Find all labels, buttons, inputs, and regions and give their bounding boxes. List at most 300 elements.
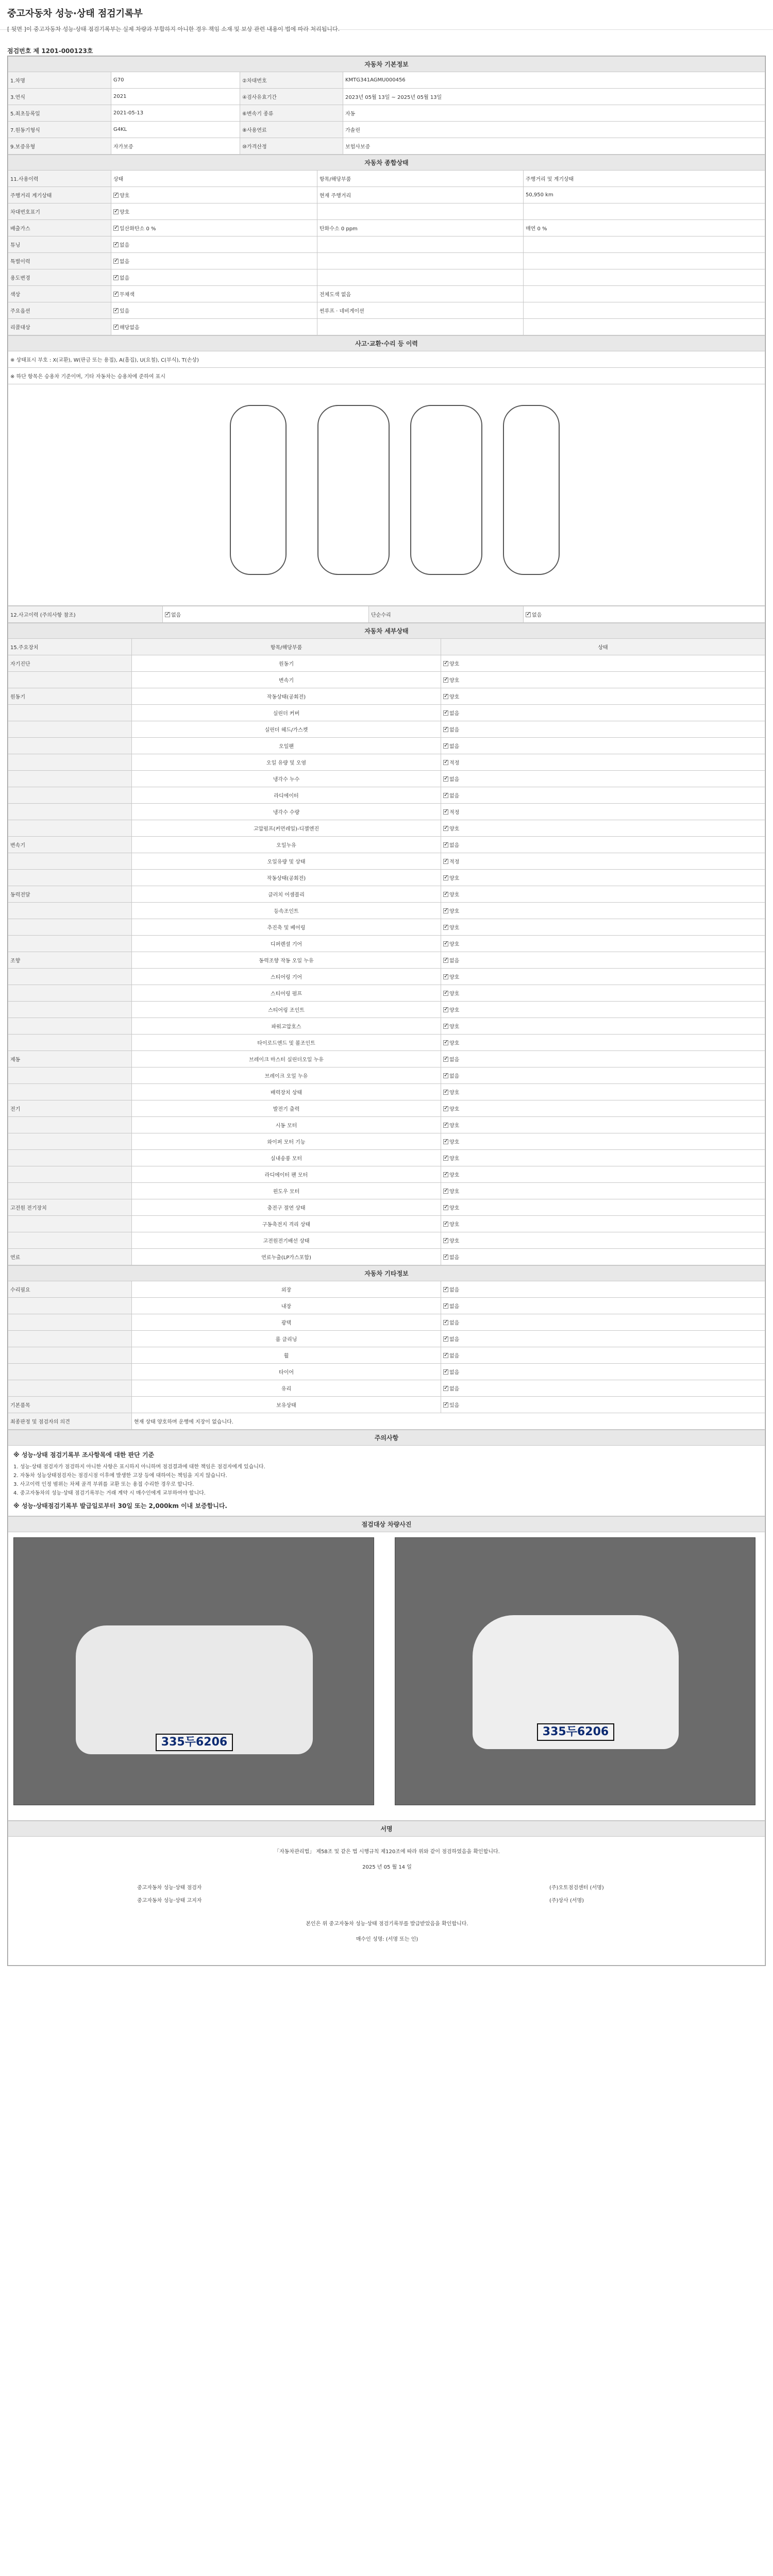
buyer-sign: 매수인 성명: (서명 또는 인) [356, 1937, 418, 1942]
car-right-side-diagram [503, 405, 560, 575]
device-group [8, 1166, 132, 1183]
general-row [8, 236, 765, 253]
device-status: ✓ 양호 [441, 1018, 765, 1035]
table-row [8, 1397, 765, 1413]
device-group [8, 672, 132, 688]
device-group [8, 853, 132, 870]
device-status: ✓ 양호 [441, 936, 765, 952]
car-top-diagram [317, 405, 390, 575]
extra-status: ✓ 있음 [441, 1397, 765, 1413]
device-status: ✓ 양호 [441, 1100, 765, 1117]
table-row [8, 952, 765, 969]
status-checkbox[interactable] [443, 1073, 448, 1078]
record-form [7, 56, 766, 1966]
device-item: 타이로드엔드 및 볼조인트 [132, 1035, 441, 1051]
device-item: 오일 유량 및 오염 [132, 754, 441, 771]
accident-flag-label: 12.사고이력 (주의사항 참조) [8, 606, 163, 623]
general-value [524, 253, 765, 269]
general-value: ✓ 없음 [111, 269, 317, 286]
status-checkbox[interactable] [443, 925, 448, 930]
status-checkbox[interactable] [443, 710, 448, 716]
device-status: ✓ 없음 [441, 952, 765, 969]
car-left-side-diagram [230, 405, 287, 575]
general-value: ✓ 무채색 [111, 286, 317, 302]
general-row [8, 187, 765, 204]
status-checkbox[interactable] [443, 1238, 448, 1243]
device-group [8, 969, 132, 985]
device-item: 실린더 커버 [132, 705, 441, 721]
table-row [8, 903, 765, 919]
status-checkbox[interactable] [443, 875, 448, 880]
device-item: 실내송풍 모터 [132, 1150, 441, 1166]
status-checkbox[interactable] [443, 1024, 448, 1029]
general-value: 상태 [111, 171, 317, 187]
table-row [8, 853, 765, 870]
extra-item: 룸 클리닝 [132, 1331, 441, 1347]
status-checkbox[interactable] [443, 991, 448, 996]
extra-status: ✓ 없음 [441, 1298, 765, 1314]
accident-flag-value: 없음 [171, 613, 181, 618]
table-row [8, 1216, 765, 1232]
table-row [8, 870, 765, 886]
device-group [8, 1117, 132, 1133]
general-label: 특별이력 [8, 253, 111, 269]
general-value [524, 269, 765, 286]
basic-label: 9.보증유형 [8, 138, 111, 155]
device-group [8, 936, 132, 952]
device-status: ✓ 양호 [441, 1117, 765, 1133]
basic-row [8, 89, 765, 105]
basic-value: 자동 [343, 105, 765, 122]
repair-label: 단순수리 [369, 606, 524, 623]
table-row [8, 672, 765, 688]
status-checkbox[interactable] [443, 1386, 448, 1391]
device-item: 냉각수 수량 [132, 804, 441, 820]
table-row [8, 705, 765, 721]
device-status: ✓ 양호 [441, 672, 765, 688]
device-item: 원동기 [132, 655, 441, 672]
status-checkbox[interactable] [113, 292, 119, 297]
notes-title: ※ 성능·상태 점검기록부 조사항목에 대한 판단 기준 [13, 1451, 155, 1459]
device-group: 동력전달 [8, 886, 132, 903]
extra-status: ✓ 없음 [441, 1331, 765, 1347]
table-row [8, 738, 765, 754]
general-value [524, 286, 765, 302]
seller-label: 중고자동차 성능·상태 고지자 [137, 1898, 202, 1904]
device-item: 디퍼렌셜 기어 [132, 936, 441, 952]
device-status: ✓ 양호 [441, 903, 765, 919]
status-checkbox[interactable] [443, 727, 448, 732]
device-status: ✓ 양호 [441, 886, 765, 903]
status-checkbox[interactable] [443, 1189, 448, 1194]
device-item: 실린더 헤드/가스켓 [132, 721, 441, 738]
general-row [8, 253, 765, 269]
device-group: 자기진단 [8, 655, 132, 672]
table-row [8, 1199, 765, 1216]
status-checkbox[interactable] [443, 661, 448, 666]
basic-value: 자가보증 [111, 138, 240, 155]
car-frame-diagram [410, 405, 482, 575]
extra-group [8, 1347, 132, 1364]
device-group [8, 1183, 132, 1199]
device-status: ✓ 양호 [441, 1216, 765, 1232]
device-status: ✓ 양호 [441, 1002, 765, 1018]
device-item: 고전원전기배선 상태 [132, 1232, 441, 1249]
extra-item: 보유상태 [132, 1397, 441, 1413]
device-item: 연료누출(LP가스포함) [132, 1249, 441, 1265]
basic-label: 7.원동기형식 [8, 122, 111, 138]
device-status: ✓ 없음 [441, 787, 765, 804]
status-checkbox[interactable] [443, 958, 448, 963]
device-item: 추진축 및 베어링 [132, 919, 441, 936]
device-status: ✓ 양호 [441, 985, 765, 1002]
front-photo [13, 1537, 374, 1805]
table-row [8, 1166, 765, 1183]
device-status: ✓ 없음 [441, 1051, 765, 1067]
device-item: 작동상태(공회전) [132, 688, 441, 705]
basic-value: G70 [111, 72, 240, 89]
status-checkbox[interactable] [443, 826, 448, 831]
device-item: 스티어링 기어 [132, 969, 441, 985]
status-checkbox[interactable] [443, 793, 448, 798]
basic-label: ②차대번호 [240, 72, 343, 89]
device-item: 윈도우 모터 [132, 1183, 441, 1199]
basic-label: 3.연식 [8, 89, 111, 105]
inspector-label: 중고자동차 성능·상태 점검자 [137, 1885, 202, 1891]
device-item: 라디에이터 [132, 787, 441, 804]
general-value [524, 204, 765, 220]
general-value: ✓ 양호 [111, 187, 317, 204]
detail-header-1: 15.주요장치 [8, 639, 132, 655]
status-checkbox[interactable] [443, 677, 448, 683]
device-item: 클러치 어셈블리 [132, 886, 441, 903]
detail-rows [8, 655, 765, 1265]
table-row [8, 1150, 765, 1166]
device-group [8, 754, 132, 771]
status-checkbox[interactable] [443, 1320, 448, 1325]
table-row [8, 919, 765, 936]
basic-row [8, 72, 765, 89]
device-item: 고압펌프(커먼레일)-디젤엔진 [132, 820, 441, 837]
device-group [8, 985, 132, 1002]
status-checkbox[interactable] [443, 1123, 448, 1128]
general-value [524, 236, 765, 253]
status-checkbox[interactable] [113, 259, 119, 264]
device-group [8, 804, 132, 820]
status-checkbox[interactable] [113, 325, 119, 330]
basic-row [8, 122, 765, 138]
extra-status: ✓ 없음 [441, 1281, 765, 1298]
general-value: 주행거리 및 계기상태 [524, 171, 765, 187]
general-row [8, 302, 765, 319]
general-value: ✓ 없음 [111, 236, 317, 253]
section-photos: 점검대상 차량사진 [8, 1517, 765, 1532]
table-row [8, 1331, 765, 1347]
basic-label: 5.최초등록일 [8, 105, 111, 122]
table-row [8, 754, 765, 771]
device-group [8, 1067, 132, 1084]
table-row [8, 1281, 765, 1298]
status-checkbox[interactable] [443, 694, 448, 699]
status-checkbox[interactable] [443, 1172, 448, 1177]
general-value [524, 319, 765, 335]
general-value [524, 302, 765, 319]
device-group [8, 919, 132, 936]
table-row [8, 771, 765, 787]
general-value: ✓ 해당없음 [111, 319, 317, 335]
status-checkbox[interactable] [443, 1353, 448, 1358]
general-value [317, 236, 524, 253]
table-row [8, 1347, 765, 1364]
device-group [8, 787, 132, 804]
table-row [8, 1084, 765, 1100]
status-checkbox[interactable] [443, 1369, 448, 1375]
table-row [8, 1133, 765, 1150]
status-checkbox[interactable] [443, 1402, 448, 1408]
basic-label: ⑥변속기 종류 [240, 105, 343, 122]
photos-table [8, 1516, 765, 1821]
general-label: 11.사용이력 [8, 171, 111, 187]
section-notes: 주의사항 [8, 1430, 765, 1446]
status-checkbox[interactable] [443, 776, 448, 782]
extra-status: ✓ 없음 [441, 1364, 765, 1380]
device-status: ✓ 없음 [441, 721, 765, 738]
extra-status: ✓ 없음 [441, 1380, 765, 1397]
extra-item: 타이어 [132, 1364, 441, 1380]
device-item: 와이퍼 모터 기능 [132, 1133, 441, 1150]
device-status: ✓ 양호 [441, 969, 765, 985]
general-row [8, 319, 765, 335]
status-checkbox[interactable] [443, 941, 448, 946]
device-item: 변속기 [132, 672, 441, 688]
form-number: 점검번호 제 1201-000123호 [7, 47, 93, 55]
table-row [8, 1018, 765, 1035]
general-row [8, 269, 765, 286]
general-value: ✓ 없음 [111, 253, 317, 269]
front-plate: 335두6206 [156, 1734, 233, 1751]
device-status: ✓ 없음 [441, 771, 765, 787]
extra-item: 유리 [132, 1380, 441, 1397]
extra-status: ✓ 없음 [441, 1347, 765, 1364]
status-checkbox[interactable] [113, 242, 119, 247]
status-checkbox[interactable] [443, 1336, 448, 1342]
detail-table [8, 623, 765, 1265]
accident-note: ※ 하단 항목은 승용차 기준이며, 기타 자동차는 승용차에 준하여 표시 [8, 368, 765, 384]
device-item: 발전기 출력 [132, 1100, 441, 1117]
accident-table [8, 335, 765, 606]
device-item: 작동상태(공회전) [132, 870, 441, 886]
device-item: 스티어링 펌프 [132, 985, 441, 1002]
general-row [8, 220, 765, 236]
device-item: 라디에이터 팬 모터 [132, 1166, 441, 1183]
car-diagram [8, 384, 765, 606]
basic-info-table [8, 56, 765, 155]
device-item: 배력장치 상태 [132, 1084, 441, 1100]
device-group [8, 1133, 132, 1150]
device-status: ✓ 양호 [441, 870, 765, 886]
rear-photo [395, 1537, 755, 1805]
device-group [8, 1232, 132, 1249]
device-group [8, 1018, 132, 1035]
special-label: 최종판정 및 점검자의 의견 [8, 1413, 132, 1430]
device-group [8, 1002, 132, 1018]
device-group [8, 1084, 132, 1100]
detail-header-2: 항목/해당부품 [132, 639, 441, 655]
extra-item: 휠 [132, 1347, 441, 1364]
status-checkbox[interactable] [443, 1057, 448, 1062]
status-checkbox[interactable] [443, 859, 448, 864]
basic-label: ④검사유효기간 [240, 89, 343, 105]
status-checkbox[interactable] [443, 1287, 448, 1292]
basic-value: KMTG341AGMU000456 [343, 72, 765, 89]
device-status: ✓ 양호 [441, 1166, 765, 1183]
accident-flag-table [8, 606, 765, 623]
table-row [8, 804, 765, 820]
basic-value: 2021 [111, 89, 240, 105]
general-value: 항목/해당부품 [317, 171, 524, 187]
general-value [317, 319, 524, 335]
seller-sig: (주)상사 (서명) [549, 1898, 584, 1904]
status-checkbox[interactable] [443, 842, 448, 848]
extra-group [8, 1331, 132, 1347]
device-status: ✓ 양호 [441, 1035, 765, 1051]
table-row [8, 985, 765, 1002]
extra-item: 광택 [132, 1314, 441, 1331]
general-value: 50,950 km [524, 187, 765, 204]
device-status: ✓ 없음 [441, 1067, 765, 1084]
table-row [8, 1232, 765, 1249]
table-row [8, 1380, 765, 1397]
section-sign: 서명 [8, 1821, 765, 1837]
general-label: 용도변경 [8, 269, 111, 286]
section-accident: 사고·교환·수리 등 이력 [8, 336, 765, 351]
device-group: 고전원 전기장치 [8, 1199, 132, 1216]
table-row [8, 1100, 765, 1117]
status-checkbox[interactable] [443, 809, 448, 815]
status-checkbox[interactable] [443, 1156, 448, 1161]
table-row [8, 1002, 765, 1018]
notes-bold: ※ 성능·상태점검기록부 발급일로부터 30일 또는 2,000km 이내 보증합니다. [13, 1502, 227, 1510]
general-row [8, 204, 765, 220]
status-checkbox[interactable] [443, 760, 448, 765]
general-value: ✓ 있음 [111, 302, 317, 319]
status-checkbox[interactable] [113, 193, 119, 198]
status-checkbox[interactable] [443, 1090, 448, 1095]
page-title: 중고자동차 성능·상태 점검기록부 [7, 8, 143, 19]
detail-header-3: 상태 [441, 639, 765, 655]
general-value: ✓ 일산화탄소 0 % [111, 220, 317, 236]
basic-rows [8, 72, 765, 155]
section-general: 자동차 종합상태 [8, 155, 765, 171]
device-status: ✓ 양호 [441, 655, 765, 672]
status-checkbox[interactable] [443, 1255, 448, 1260]
device-group: 연료 [8, 1249, 132, 1265]
extra-item: 외장 [132, 1281, 441, 1298]
accident-checkbox[interactable] [165, 612, 170, 617]
repair-checkbox[interactable] [526, 612, 531, 617]
extra-group: 수리필요 [8, 1281, 132, 1298]
status-checkbox[interactable] [443, 1205, 448, 1210]
device-group [8, 771, 132, 787]
basic-label: ⑧사용연료 [240, 122, 343, 138]
status-checkbox[interactable] [443, 1007, 448, 1012]
extra-group [8, 1380, 132, 1397]
device-status: ✓ 양호 [441, 1183, 765, 1199]
status-checkbox[interactable] [113, 226, 119, 231]
status-checkbox[interactable] [443, 1303, 448, 1309]
extra-status: ✓ 없음 [441, 1314, 765, 1331]
device-status: ✓ 양호 [441, 820, 765, 837]
device-status: ✓ 양호 [441, 1232, 765, 1249]
extra-group [8, 1364, 132, 1380]
device-group [8, 705, 132, 721]
status-checkbox[interactable] [443, 1040, 448, 1045]
basic-value: 2023년 05월 13일 ~ 2025년 05월 13일 [343, 89, 765, 105]
extra-table [8, 1265, 765, 1430]
sign-law: 「자동차관리법」 제58조 및 같은 법 시행규칙 제120조에 따라 위와 같이 점검하였음을 확인합니다. [274, 1849, 500, 1855]
device-group [8, 721, 132, 738]
general-label: 리콜대상 [8, 319, 111, 335]
extra-group [8, 1298, 132, 1314]
general-label: 색상 [8, 286, 111, 302]
device-group [8, 1216, 132, 1232]
table-row [8, 1067, 765, 1084]
basic-value: 보험사보증 [343, 138, 765, 155]
general-row [8, 286, 765, 302]
basic-label: ⑩가격산정 [240, 138, 343, 155]
notes-list [13, 1463, 760, 1498]
status-checkbox[interactable] [443, 743, 448, 749]
rear-plate: 335두6206 [537, 1723, 614, 1741]
table-row [8, 1117, 765, 1133]
general-state-table [8, 155, 765, 335]
sign-table [8, 1821, 765, 1965]
device-item: 오일팬 [132, 738, 441, 754]
table-row [8, 1314, 765, 1331]
device-item: 동력조향 작동 오일 누유 [132, 952, 441, 969]
table-row [8, 688, 765, 705]
device-item: 파워고압호스 [132, 1018, 441, 1035]
status-checkbox[interactable] [443, 908, 448, 913]
basic-value: 가솔린 [343, 122, 765, 138]
status-checkbox[interactable] [443, 1106, 448, 1111]
note-item: 2. 자동차 성능상태점검자는 점검시점 이후에 발생한 고장 등에 대하여는 책임을 지지 않습니다. [13, 1473, 227, 1479]
device-item: 충전구 절연 상태 [132, 1199, 441, 1216]
status-checkbox[interactable] [443, 1222, 448, 1227]
general-rows [8, 171, 765, 335]
status-checkbox[interactable] [113, 209, 119, 214]
table-row [8, 721, 765, 738]
table-row [8, 1298, 765, 1314]
status-checkbox[interactable] [443, 892, 448, 897]
device-status: ✓ 양호 [441, 688, 765, 705]
table-row [8, 936, 765, 952]
status-checkbox[interactable] [443, 1139, 448, 1144]
device-group: 조향 [8, 952, 132, 969]
status-checkbox[interactable] [113, 275, 119, 280]
general-value [317, 204, 524, 220]
table-row [8, 1364, 765, 1380]
extra-group: 기본품목 [8, 1397, 132, 1413]
status-checkbox[interactable] [113, 308, 119, 313]
notice-text: [ 뒷면 ]이 중고자동차 성능·상태 점검기록부는 실제 차량과 부합하지 아니한 경우 책임 소재 및 보상 관련 내용이 법에 따라 처리됩니다. [7, 26, 340, 32]
basic-value: 2021-05-13 [111, 105, 240, 122]
special-text: 현재 상태 양호하며 운행에 지장이 없습니다. [132, 1413, 765, 1430]
device-status: ✓ 양호 [441, 919, 765, 936]
status-checkbox[interactable] [443, 974, 448, 979]
table-row [8, 837, 765, 853]
section-detail: 자동차 세부상태 [8, 623, 765, 639]
